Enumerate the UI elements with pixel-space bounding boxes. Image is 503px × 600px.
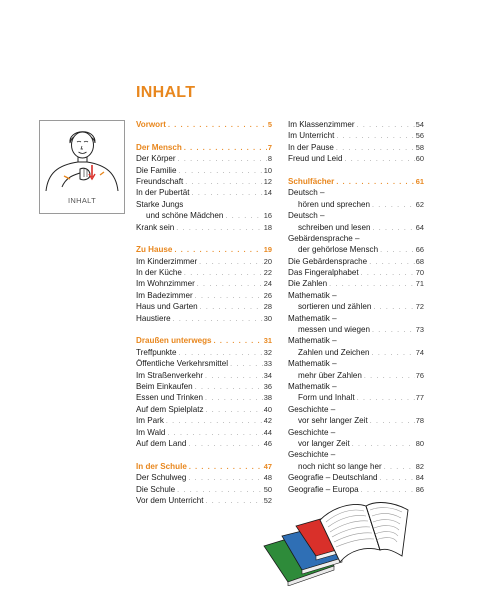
toc-entry[interactable]	[136, 199, 272, 210]
toc-entry-title: Geografie – Europa	[288, 484, 359, 494]
toc-entry[interactable]	[136, 358, 272, 369]
toc-entry-title: Zahlen und Zeichen	[298, 347, 370, 357]
toc-leader-dots	[205, 371, 263, 382]
toc-leader-dots	[195, 291, 263, 302]
toc-leader-dots	[178, 154, 267, 165]
toc-entry-title: vor langer Zeit	[298, 438, 350, 448]
toc-leader-dots	[344, 154, 414, 165]
toc-section-heading[interactable]	[136, 335, 272, 346]
toc-entry[interactable]	[288, 244, 424, 255]
toc-page-number: 8	[267, 154, 272, 164]
toc-leader-dots	[230, 359, 263, 370]
toc-entry-title: Schulfächer	[288, 176, 335, 186]
toc-leader-dots	[380, 473, 415, 484]
toc-page-number: 7	[267, 142, 272, 152]
toc-entry-title: Mathematik –	[288, 359, 337, 369]
toc-entry[interactable]	[288, 358, 424, 369]
toc-entry[interactable]	[136, 404, 272, 415]
toc-entry[interactable]	[288, 142, 424, 153]
toc-page-number: 68	[415, 256, 424, 266]
toc-page-number: 64	[415, 222, 424, 232]
toc-page-number: 77	[415, 393, 424, 403]
toc-entry[interactable]	[136, 392, 272, 403]
toc-page-number: 19	[263, 245, 272, 255]
toc-leader-dots	[188, 473, 262, 484]
toc-entry-title: Geschichte –	[288, 404, 336, 414]
toc-entry[interactable]	[136, 313, 272, 324]
toc-entry[interactable]	[136, 370, 272, 381]
toc-entry-title: In der Schule	[136, 461, 187, 471]
toc-entry-title: Form und Inhalt	[298, 393, 355, 403]
toc-entry-title: Die Familie	[136, 165, 177, 175]
toc-entry[interactable]	[136, 210, 272, 221]
toc-page-number: 26	[263, 290, 272, 300]
toc-entry[interactable]	[136, 301, 272, 312]
toc-page-number: 42	[263, 416, 272, 426]
toc-entry[interactable]	[136, 484, 272, 495]
toc-page-number: 24	[263, 279, 272, 289]
toc-page-number: 86	[415, 484, 424, 494]
toc-leader-dots	[336, 143, 415, 154]
toc-entry[interactable]	[288, 461, 424, 472]
page-title: INHALT	[136, 84, 196, 101]
toc-entry[interactable]	[136, 347, 272, 358]
toc-page-number: 76	[415, 370, 424, 380]
toc-entry-title: Der Schulweg	[136, 473, 187, 483]
toc-entry-title: Gebärdensprache –	[288, 233, 360, 243]
toc-page-number: 36	[263, 381, 272, 391]
toc-leader-dots	[214, 336, 263, 347]
toc-column-left	[136, 119, 272, 506]
toc-entry-title: Im Park	[136, 416, 164, 426]
toc-page-number: 32	[263, 347, 272, 357]
sign-illustration-box	[39, 120, 125, 214]
toc-entry-title: Freundschaft	[136, 176, 184, 186]
toc-entry[interactable]	[288, 449, 424, 460]
toc-leader-dots	[166, 416, 263, 427]
toc-entry[interactable]	[136, 165, 272, 176]
toc-entry[interactable]	[288, 347, 424, 358]
books-illustration-icon	[262, 496, 412, 586]
toc-entry-title: noch nicht so lange her	[298, 461, 382, 471]
toc-page-number: 82	[415, 461, 424, 471]
toc-entry-title: Freud und Leid	[288, 154, 343, 164]
toc-entry[interactable]	[136, 495, 272, 506]
toc-entry[interactable]	[136, 267, 272, 278]
toc-page-number: 78	[415, 416, 424, 426]
toc-entry-title: Im Klassenzimmer	[288, 120, 355, 129]
toc-entry-title: Im Unterricht	[288, 131, 335, 141]
toc-page-number: 54	[415, 120, 424, 129]
toc-entry[interactable]	[136, 256, 272, 267]
toc-leader-dots	[195, 382, 263, 393]
toc-entry[interactable]	[136, 222, 272, 233]
toc-entry-title: messen und wiegen	[298, 325, 370, 335]
toc-entry[interactable]	[136, 176, 272, 187]
toc-entry[interactable]	[288, 381, 424, 392]
toc-entry-title: In der Pubertät	[136, 188, 190, 198]
toc-entry[interactable]	[136, 278, 272, 289]
toc-entry-title: Im Wald	[136, 427, 166, 437]
toc-entry[interactable]	[136, 415, 272, 426]
toc-entry[interactable]	[288, 427, 424, 438]
toc-page-number: 14	[263, 188, 272, 198]
toc-column-right	[288, 119, 424, 495]
toc-page-number: 84	[415, 473, 424, 483]
toc-leader-dots	[206, 405, 263, 416]
toc-entry[interactable]	[288, 267, 424, 278]
toc-page-number: 52	[263, 495, 272, 505]
toc-entry[interactable]	[288, 335, 424, 346]
toc-entry-title: In der Pause	[288, 142, 334, 152]
toc-page-number: 46	[263, 438, 272, 448]
toc-entry-title: Mathematik –	[288, 313, 337, 323]
toc-spacer	[136, 449, 272, 460]
toc-entry-title: sortieren und zählen	[298, 302, 372, 312]
toc-page-number: 58	[415, 142, 424, 152]
toc-spacer	[136, 233, 272, 244]
toc-entry-title: und schöne Mädchen	[146, 211, 224, 221]
toc-entry-title: Öffentliche Verkehrsmittel	[136, 359, 229, 369]
toc-leader-dots	[336, 131, 414, 142]
toc-entry-title: Geschichte –	[288, 450, 336, 460]
toc-entry-title: Starke Jungs	[136, 199, 184, 209]
toc-leader-dots	[199, 257, 263, 268]
toc-entry[interactable]	[288, 484, 424, 495]
toc-page-number: 50	[263, 484, 272, 494]
toc-leader-dots	[188, 439, 262, 450]
toc-entry-title: Das Fingeralphabet	[288, 268, 359, 278]
toc-entry-title: Der Mensch	[136, 142, 182, 152]
toc-entry-title: mehr über Zahlen	[298, 370, 362, 380]
toc-entry[interactable]	[288, 233, 424, 244]
toc-section-heading[interactable]	[288, 176, 424, 187]
toc-entry-title: Deutsch –	[288, 188, 325, 198]
toc-entry[interactable]	[288, 153, 424, 164]
toc-entry-title: Mathematik –	[288, 336, 337, 346]
toc-leader-dots	[380, 245, 415, 256]
toc-page-number: 5	[267, 120, 272, 129]
toc-page-number: 34	[263, 370, 272, 380]
toc-entry[interactable]	[136, 290, 272, 301]
toc-entry-title: Auf dem Spielplatz	[136, 404, 204, 414]
toc-entry[interactable]	[288, 313, 424, 324]
toc-page-number: 12	[263, 176, 272, 186]
toc-entry[interactable]	[288, 187, 424, 198]
toc-entry-title: Geschichte –	[288, 427, 336, 437]
toc-page-number: 30	[263, 313, 272, 323]
toc-entry-title: Mathematik –	[288, 381, 337, 391]
toc-leader-dots	[185, 177, 263, 188]
toc-page-number: 28	[263, 302, 272, 312]
toc-entry[interactable]	[288, 130, 424, 141]
toc-entry[interactable]	[288, 472, 424, 483]
toc-entry-title: schreiben und lesen	[298, 222, 371, 232]
toc-entry-title: der gehörlose Mensch	[298, 245, 379, 255]
toc-entry[interactable]	[136, 427, 272, 438]
toc-page-number: 40	[263, 404, 272, 414]
toc-page-number: 71	[415, 279, 424, 289]
toc-entry-title: Auf dem Land	[136, 438, 187, 448]
toc-entry-title: In der Küche	[136, 268, 182, 278]
toc-leader-dots	[173, 314, 263, 325]
toc-entry-title: Mathematik –	[288, 290, 337, 300]
toc-entry[interactable]	[288, 438, 424, 449]
toc-leader-dots	[361, 268, 415, 279]
toc-page-number: 48	[263, 473, 272, 483]
toc-page-number: 22	[263, 268, 272, 278]
toc-page-number: 33	[263, 359, 272, 369]
toc-entry[interactable]	[288, 210, 424, 221]
toc-entry-title: Treffpunkte	[136, 347, 177, 357]
toc-entry-title: Essen und Trinken	[136, 393, 204, 403]
toc-leader-dots	[178, 166, 262, 177]
toc-leader-dots	[200, 302, 263, 313]
toc-leader-dots	[225, 211, 262, 222]
toc-entry[interactable]	[288, 199, 424, 210]
toc-page-number: 16	[263, 211, 272, 221]
toc-page-number: 38	[263, 393, 272, 403]
toc-section-heading[interactable]	[136, 142, 272, 153]
toc-entry[interactable]	[288, 278, 424, 289]
toc-leader-dots	[384, 462, 415, 473]
toc-entry[interactable]	[288, 290, 424, 301]
toc-page-number: 60	[415, 154, 424, 164]
toc-page-number: 72	[415, 302, 424, 312]
toc-leader-dots	[357, 120, 415, 131]
toc-page-number: 80	[415, 438, 424, 448]
toc-leader-dots	[205, 393, 263, 404]
toc-entry-title: Geografie – Deutschland	[288, 473, 378, 483]
toc-leader-dots	[205, 496, 262, 507]
toc-entry-title: Beim Einkaufen	[136, 381, 193, 391]
toc-leader-dots	[361, 485, 415, 496]
toc-leader-dots	[184, 143, 267, 154]
toc-entry-title: Haustiere	[136, 313, 171, 323]
toc-entry-title: hören und sprechen	[298, 199, 370, 209]
toc-section-heading[interactable]	[136, 461, 272, 472]
toc-entry-title: Im Kinderzimmer	[136, 256, 198, 266]
toc-entry-title: Deutsch –	[288, 211, 325, 221]
toc-page-number: 70	[415, 268, 424, 278]
toc-spacer	[136, 130, 272, 141]
toc-entry-title: Krank sein	[136, 222, 175, 232]
toc-section-heading[interactable]	[136, 119, 272, 130]
toc-entry[interactable]	[288, 370, 424, 381]
toc-page-number: 66	[415, 245, 424, 255]
toc-entry[interactable]	[136, 187, 272, 198]
toc-section-heading[interactable]	[136, 244, 272, 255]
toc-entry[interactable]	[288, 256, 424, 267]
toc-entry-title: Vor dem Unterricht	[136, 495, 204, 505]
toc-entry-title: Die Schule	[136, 484, 176, 494]
toc-page-number: 47	[263, 461, 272, 471]
toc-leader-dots	[184, 268, 263, 279]
toc-entry[interactable]	[136, 472, 272, 483]
toc-entry-title: Vorwort	[136, 120, 166, 129]
toc-entry[interactable]	[136, 153, 272, 164]
toc-leader-dots	[168, 120, 267, 131]
toc-entry-title: Der Körper	[136, 154, 176, 164]
toc-entry-title: Die Gebärdensprache	[288, 256, 368, 266]
toc-page-number: 31	[263, 336, 272, 346]
toc-entry-title: Im Straßenverkehr	[136, 370, 204, 380]
toc-entry[interactable]	[288, 301, 424, 312]
toc-entry[interactable]	[288, 404, 424, 415]
toc-entry-title: Zu Hause	[136, 245, 173, 255]
toc-page-number: 44	[263, 427, 272, 437]
toc-page-number: 74	[415, 347, 424, 357]
toc-page-number: 73	[415, 325, 424, 335]
toc-entry[interactable]	[136, 381, 272, 392]
toc-entry[interactable]	[288, 324, 424, 335]
toc-entry-title: Im Badezimmer	[136, 290, 193, 300]
toc-leader-dots	[176, 223, 263, 234]
toc-entry[interactable]	[288, 415, 424, 426]
toc-page-number: 10	[263, 165, 272, 175]
sign-caption: INHALT	[68, 196, 96, 205]
sign-language-person-icon	[40, 121, 124, 197]
toc-page-number: 56	[415, 131, 424, 141]
toc-entry-title: vor sehr langer Zeit	[298, 416, 368, 426]
toc-page-number: 18	[263, 222, 272, 232]
toc-entry[interactable]	[288, 119, 424, 130]
toc-leader-dots	[369, 257, 415, 268]
toc-entry[interactable]	[288, 222, 424, 233]
toc-entry[interactable]	[288, 392, 424, 403]
toc-spacer	[288, 165, 424, 176]
toc-entry-title: Draußen unterwegs	[136, 336, 212, 346]
toc-entry-title: Die Zahlen	[288, 279, 328, 289]
toc-page-number: 20	[263, 256, 272, 266]
toc-leader-dots	[197, 279, 263, 290]
toc-spacer	[136, 324, 272, 335]
toc-page-number: 61	[415, 176, 424, 186]
toc-entry-title: Haus und Garten	[136, 302, 198, 312]
toc-entry[interactable]	[136, 438, 272, 449]
toc-leader-dots	[189, 462, 263, 473]
toc-entry-title: Im Wohnzimmer	[136, 279, 195, 289]
toc-page-number: 62	[415, 199, 424, 209]
